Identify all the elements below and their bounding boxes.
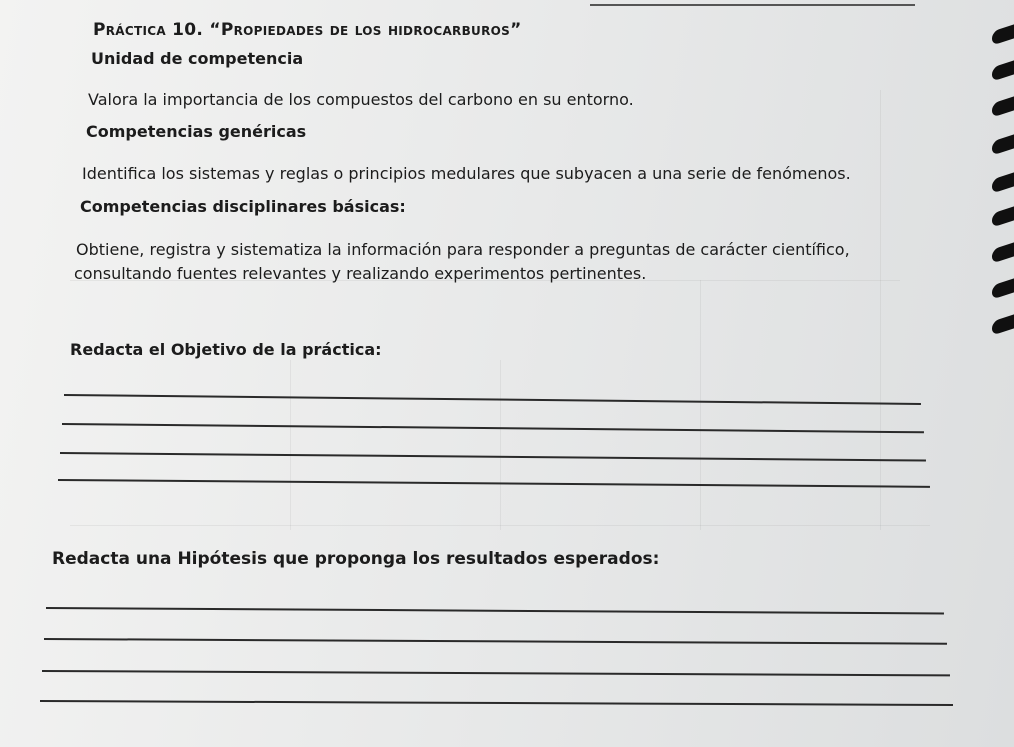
disciplinares-heading: Competencias disciplinares básicas: bbox=[80, 197, 406, 216]
unidad-text: Valora la importancia de los compuestos del carbono en su entorno. bbox=[88, 90, 634, 109]
hipotesis-answer-line[interactable] bbox=[40, 700, 953, 705]
spiral-ring bbox=[992, 96, 1014, 117]
unidad-heading: Unidad de competencia bbox=[91, 49, 304, 68]
hipotesis-prompt: Redacta una Hipótesis que proponga los resultados esperados: bbox=[52, 549, 660, 569]
objetivo-answer-line[interactable] bbox=[58, 479, 930, 487]
header-rule bbox=[590, 4, 915, 6]
hipotesis-answer-line[interactable] bbox=[42, 670, 950, 676]
disciplinares-text-line2: consultando fuentes relevantes y realizando experimentos pertinentes. bbox=[74, 264, 647, 283]
spiral-ring bbox=[992, 134, 1014, 155]
genericas-text: Identifica los sistemas y reglas o principios medulares que subyacen a una serie de fenómenos. bbox=[82, 164, 851, 183]
objetivo-prompt: Redacta el Objetivo de la práctica: bbox=[70, 340, 382, 359]
genericas-heading: Competencias genéricas bbox=[86, 122, 307, 141]
objetivo-answer-line[interactable] bbox=[64, 394, 921, 404]
objetivo-answer-line[interactable] bbox=[62, 423, 924, 433]
page-title: Práctica 10. “Propiedades de los hidrocarburos” bbox=[93, 20, 522, 40]
bleed-through-grid-line bbox=[880, 90, 881, 530]
spiral-ring bbox=[992, 172, 1014, 193]
bleed-through-grid-line bbox=[500, 360, 501, 530]
spiral-ring bbox=[992, 278, 1014, 299]
hipotesis-answer-line[interactable] bbox=[46, 607, 944, 614]
hipotesis-answer-line[interactable] bbox=[44, 638, 947, 644]
spiral-ring bbox=[992, 60, 1014, 81]
spiral-ring bbox=[992, 24, 1014, 45]
objetivo-answer-line[interactable] bbox=[60, 452, 926, 461]
bleed-through-grid-line bbox=[70, 525, 930, 526]
spiral-ring bbox=[992, 314, 1014, 335]
spiral-ring bbox=[992, 242, 1014, 263]
spiral-ring bbox=[992, 206, 1014, 227]
bleed-through-grid-line bbox=[290, 360, 291, 530]
bleed-through-grid-line bbox=[700, 280, 701, 530]
disciplinares-text-line1: Obtiene, registra y sistematiza la información para responder a preguntas de carácter científico, bbox=[76, 240, 850, 259]
